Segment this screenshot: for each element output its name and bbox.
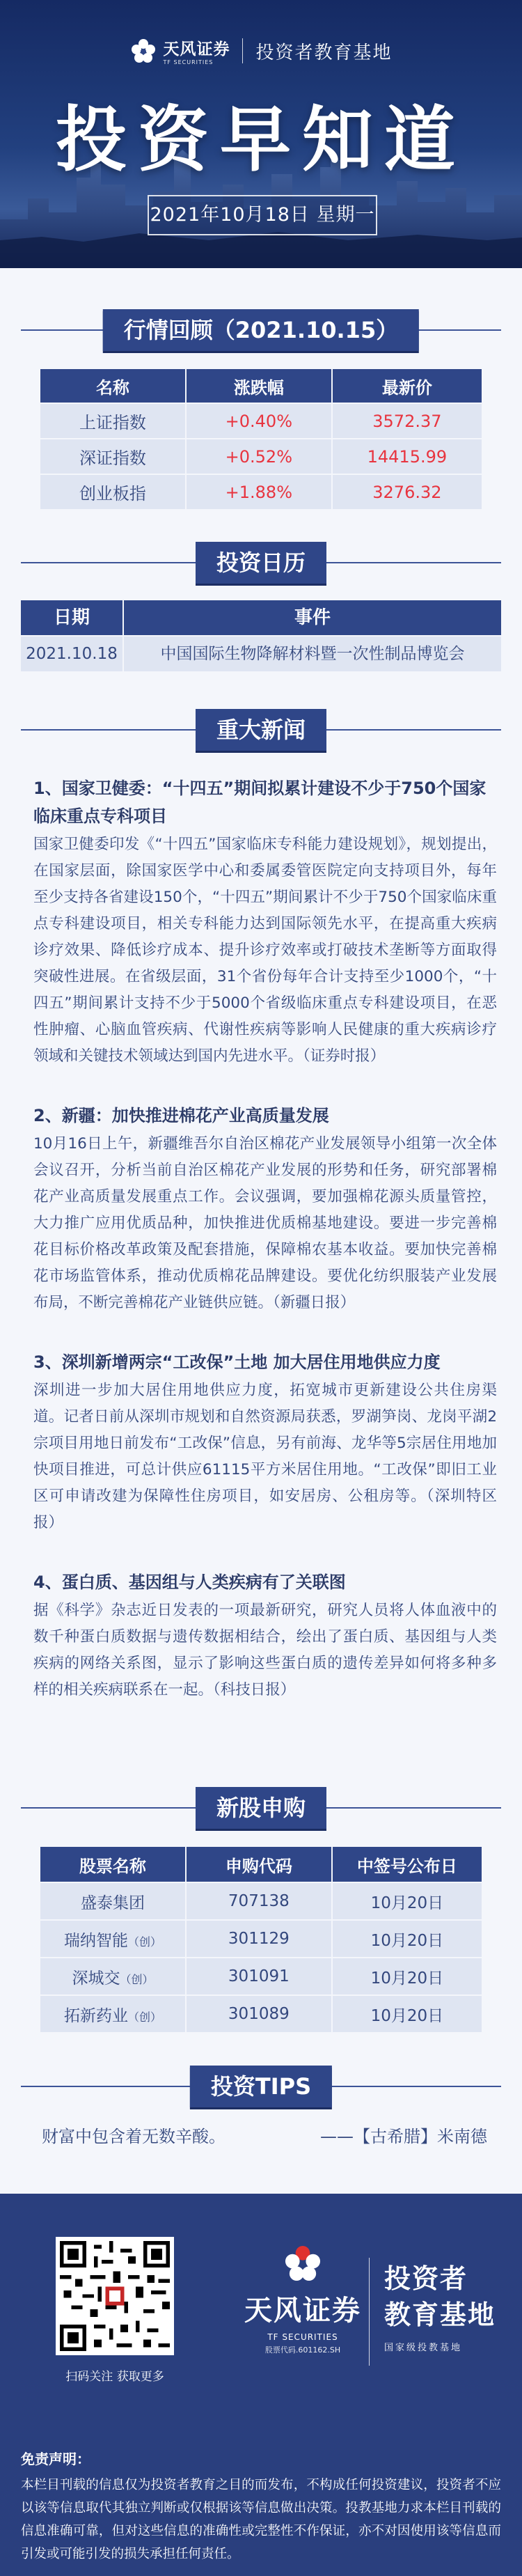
column-header: 申购代码 <box>187 1847 331 1882</box>
lottery-date: 10月20日 <box>333 1958 482 1995</box>
footer-brand-en: TF SECURITIES <box>267 2332 338 2342</box>
table-row <box>40 1958 482 1995</box>
calendar-section-title: 投资日历 <box>196 542 326 584</box>
news-body: 深圳进一步加大居住用地供应力度，拓宽城市更新建设公共住房渠道。记者日前从深圳市规划和自然资源局获悉，罗湖笋岗、龙岗平湖2宗项目用地日前发布“工改保”信息，另有前海、龙华等5宗居住用地加快项目推进，可总计供应61115平方米居住用地。“工改保”即旧工业区可申请改建为保障性住房项目，如安居房、公租房等。（深圳特区报） <box>33 1382 497 1531</box>
subscription-code: 301089 <box>187 1996 331 2032</box>
stock-name-cell <box>40 1883 185 1919</box>
column-header: 最新价 <box>333 369 482 403</box>
ipo-table <box>39 1845 483 2034</box>
report-date: 2021年10月18日 星期一 <box>148 195 377 235</box>
header-banner <box>0 0 522 268</box>
news-section-title: 重大新闻 <box>196 709 326 751</box>
disclaimer-text: 本栏目刊载的信息仅为投资者教育之目的而发布，不构成任何投资建议，投资者不应以该等信息取代其独立判断或仅根据该等信息做出决策。投教基地力求本栏目刊载的信息准确可靠，但对这些信息的准确性或完整性不作保证，亦不对因使用该等信息而引发或可能引发的损失承担任何责任。 <box>21 2478 501 2561</box>
news-item <box>33 774 497 1070</box>
stock-name-cell <box>40 1958 185 1995</box>
index-change: +0.52% <box>187 439 331 474</box>
event-date: 2021.10.18 <box>21 637 122 671</box>
qr-caption: 扫码关注 获取更多 <box>65 2370 164 2384</box>
news-title: 3、深圳新增两宗“工改保”土地 加大居住用地供应力度 <box>33 1352 441 1372</box>
news-item <box>33 1568 497 1703</box>
lottery-date: 10月20日 <box>333 1883 482 1919</box>
column-header: 名称 <box>40 369 185 403</box>
index-change: +1.88% <box>187 475 331 509</box>
stock-name: 拓新药业 <box>63 2006 128 2025</box>
column-header: 股票名称 <box>40 1847 185 1882</box>
tf-flower-logo-icon <box>282 2244 324 2283</box>
news-title: 4、蛋白质、基因组与人类疾病有了关联图 <box>33 1572 346 1592</box>
ipo-section-banner <box>0 1787 522 1829</box>
subscription-code: 301129 <box>187 1921 331 1957</box>
footer-divider <box>369 2258 370 2366</box>
news-item <box>33 1102 497 1316</box>
qr-code-icon <box>60 2241 170 2351</box>
subscription-code: 301091 <box>187 1958 331 1995</box>
index-change: +0.40% <box>187 404 331 438</box>
tips-quote: 财富中包含着无数辛酸。 <box>42 2127 226 2146</box>
edu-base-title-2: 教育基地 <box>384 2300 496 2330</box>
calendar-table-header <box>21 600 501 635</box>
edu-base-subtitle: 国家级投教基地 <box>384 2343 463 2353</box>
tips-section-banner <box>0 2066 522 2107</box>
brand-name-cn: 天风证券 <box>163 40 230 58</box>
index-name: 上证指数 <box>40 404 185 438</box>
tf-flower-logo-icon <box>129 37 157 65</box>
lottery-date: 10月20日 <box>333 1921 482 1957</box>
disclaimer <box>21 2448 501 2566</box>
news-body: 国家卫健委印发《“十四五”国家临床专科能力建设规划》，规划提出，在国家层面，除国家医学中心和委属委管医院定向支持项目外，每年至少支持各省建设150个，“十四五”期间累计不少于750个国家临床重点专科建设项目，相关专科能力达到国际领先水平，在提高重大疾病诊疗效果、降低诊疗成本、提升诊疗效率或打破技术垄断等方面取得突破性进展。在省级层面，31个省份每年合计支持至少1000个，“十四五”期间累计支持不少于5000个省级临床重点专科建设项目，在恶性肿瘤、心脑血管疾病、代谢性疾病等影响人民健康的重大疾病诊疗领域和关键技术领域达到国内先进水平。（证券时报） <box>33 836 497 1065</box>
stock-name-cell <box>40 1921 185 1957</box>
footer-brand-logo <box>244 2244 362 2355</box>
disclaimer-title: 免责声明： <box>21 2451 90 2467</box>
market-section-banner <box>0 309 522 351</box>
index-price: 3572.37 <box>333 404 482 438</box>
table-row <box>40 1883 482 1919</box>
footer-stock-code: 股票代码.601162.SH <box>264 2345 341 2355</box>
index-price: 14415.99 <box>333 439 482 474</box>
calendar-section-banner <box>0 542 522 584</box>
news-item <box>33 1348 497 1536</box>
event-name: 中国国际生物降解材料暨一次性制品博览会 <box>124 637 501 671</box>
news-title: 2、新疆：加快推进棉花产业高质量发展 <box>33 1106 329 1125</box>
qr-code[interactable] <box>56 2237 174 2355</box>
edu-base-title-1: 投资者 <box>384 2263 468 2294</box>
news-list <box>33 774 497 1735</box>
column-header: 日期 <box>21 600 122 635</box>
market-table-header <box>40 369 482 403</box>
page-title: 投资早知道 <box>56 99 466 182</box>
header-subtitle: 投资者教育基地 <box>255 42 393 63</box>
news-body: 据《科学》杂志近日发表的一项最新研究，研究人员将人体血液中的数千种蛋白质数据与遗传数据相结合，绘出了蛋白质、基因组与人类疾病的网络关系图，显示了影响这些蛋白质的遗传差异如何将多种多样的相关疾病联系在一起。（科技日报） <box>33 1602 497 1699</box>
table-row <box>40 404 482 438</box>
lottery-date: 10月20日 <box>333 1996 482 2032</box>
news-title: 1、国家卫健委：“十四五”期间拟累计建设不少于750个国家临床重点专科项目 <box>33 779 487 826</box>
news-section-banner <box>0 709 522 751</box>
tips-quote-row <box>42 2123 487 2147</box>
stock-name: 深城交 <box>72 1969 120 1988</box>
column-header: 中签号公布日 <box>333 1847 482 1882</box>
column-header: 涨跌幅 <box>187 369 331 403</box>
logo-divider <box>242 38 243 63</box>
ipo-table-header <box>40 1847 482 1882</box>
table-row <box>21 637 501 671</box>
index-price: 3276.32 <box>333 475 482 509</box>
stock-name: 盛泰集团 <box>80 1894 145 1912</box>
brand-logo-row <box>0 36 522 65</box>
table-row <box>40 1921 482 1957</box>
tips-section-title: 投资TIPS <box>190 2066 332 2107</box>
ipo-section-title: 新股申购 <box>196 1787 326 1829</box>
index-name: 创业板指 <box>40 475 185 509</box>
footer <box>0 2194 522 2576</box>
market-section-title: 行情回顾（2021.10.15） <box>103 309 419 351</box>
board-tag: （创） <box>120 1972 154 1986</box>
subscription-code: 707138 <box>187 1883 331 1919</box>
board-tag: （创） <box>127 1935 161 1949</box>
table-row <box>40 475 482 509</box>
footer-brand-cn: 天风证券 <box>244 2295 361 2327</box>
brand-name-en: TF SECURITIES <box>163 59 214 65</box>
table-row <box>40 1996 482 2032</box>
stock-name: 瑞纳智能 <box>63 1931 128 1950</box>
stock-name-cell <box>40 1996 185 2032</box>
news-body: 10月16日上午，新疆维吾尔自治区棉花产业发展领导小组第一次全体会议召开，分析当前自治区棉花产业发展的形势和任务，研究部署棉花产业高质量发展重点工作。会议强调，要加强棉花源头质量管控，大力推广应用优质品种，加快推进优质棉基地建设。要进一步完善棉花目标价格改革政策及配套措施，保障棉农基本收益。要加快完善棉花市场监管体系，推动优质棉花品牌建设。要优化纺织服装产业发展布局，不断完善棉花产业链供应链。（新疆日报） <box>33 1135 497 1311</box>
calendar-table <box>21 600 501 671</box>
column-header: 事件 <box>124 600 501 635</box>
table-row <box>40 439 482 474</box>
tips-author: ——【古希腊】米南德 <box>320 2127 487 2146</box>
brand-name <box>163 36 230 65</box>
footer-edu-base <box>384 2261 496 2353</box>
market-table <box>39 368 483 510</box>
board-tag: （创） <box>127 2010 161 2024</box>
index-name: 深证指数 <box>40 439 185 474</box>
